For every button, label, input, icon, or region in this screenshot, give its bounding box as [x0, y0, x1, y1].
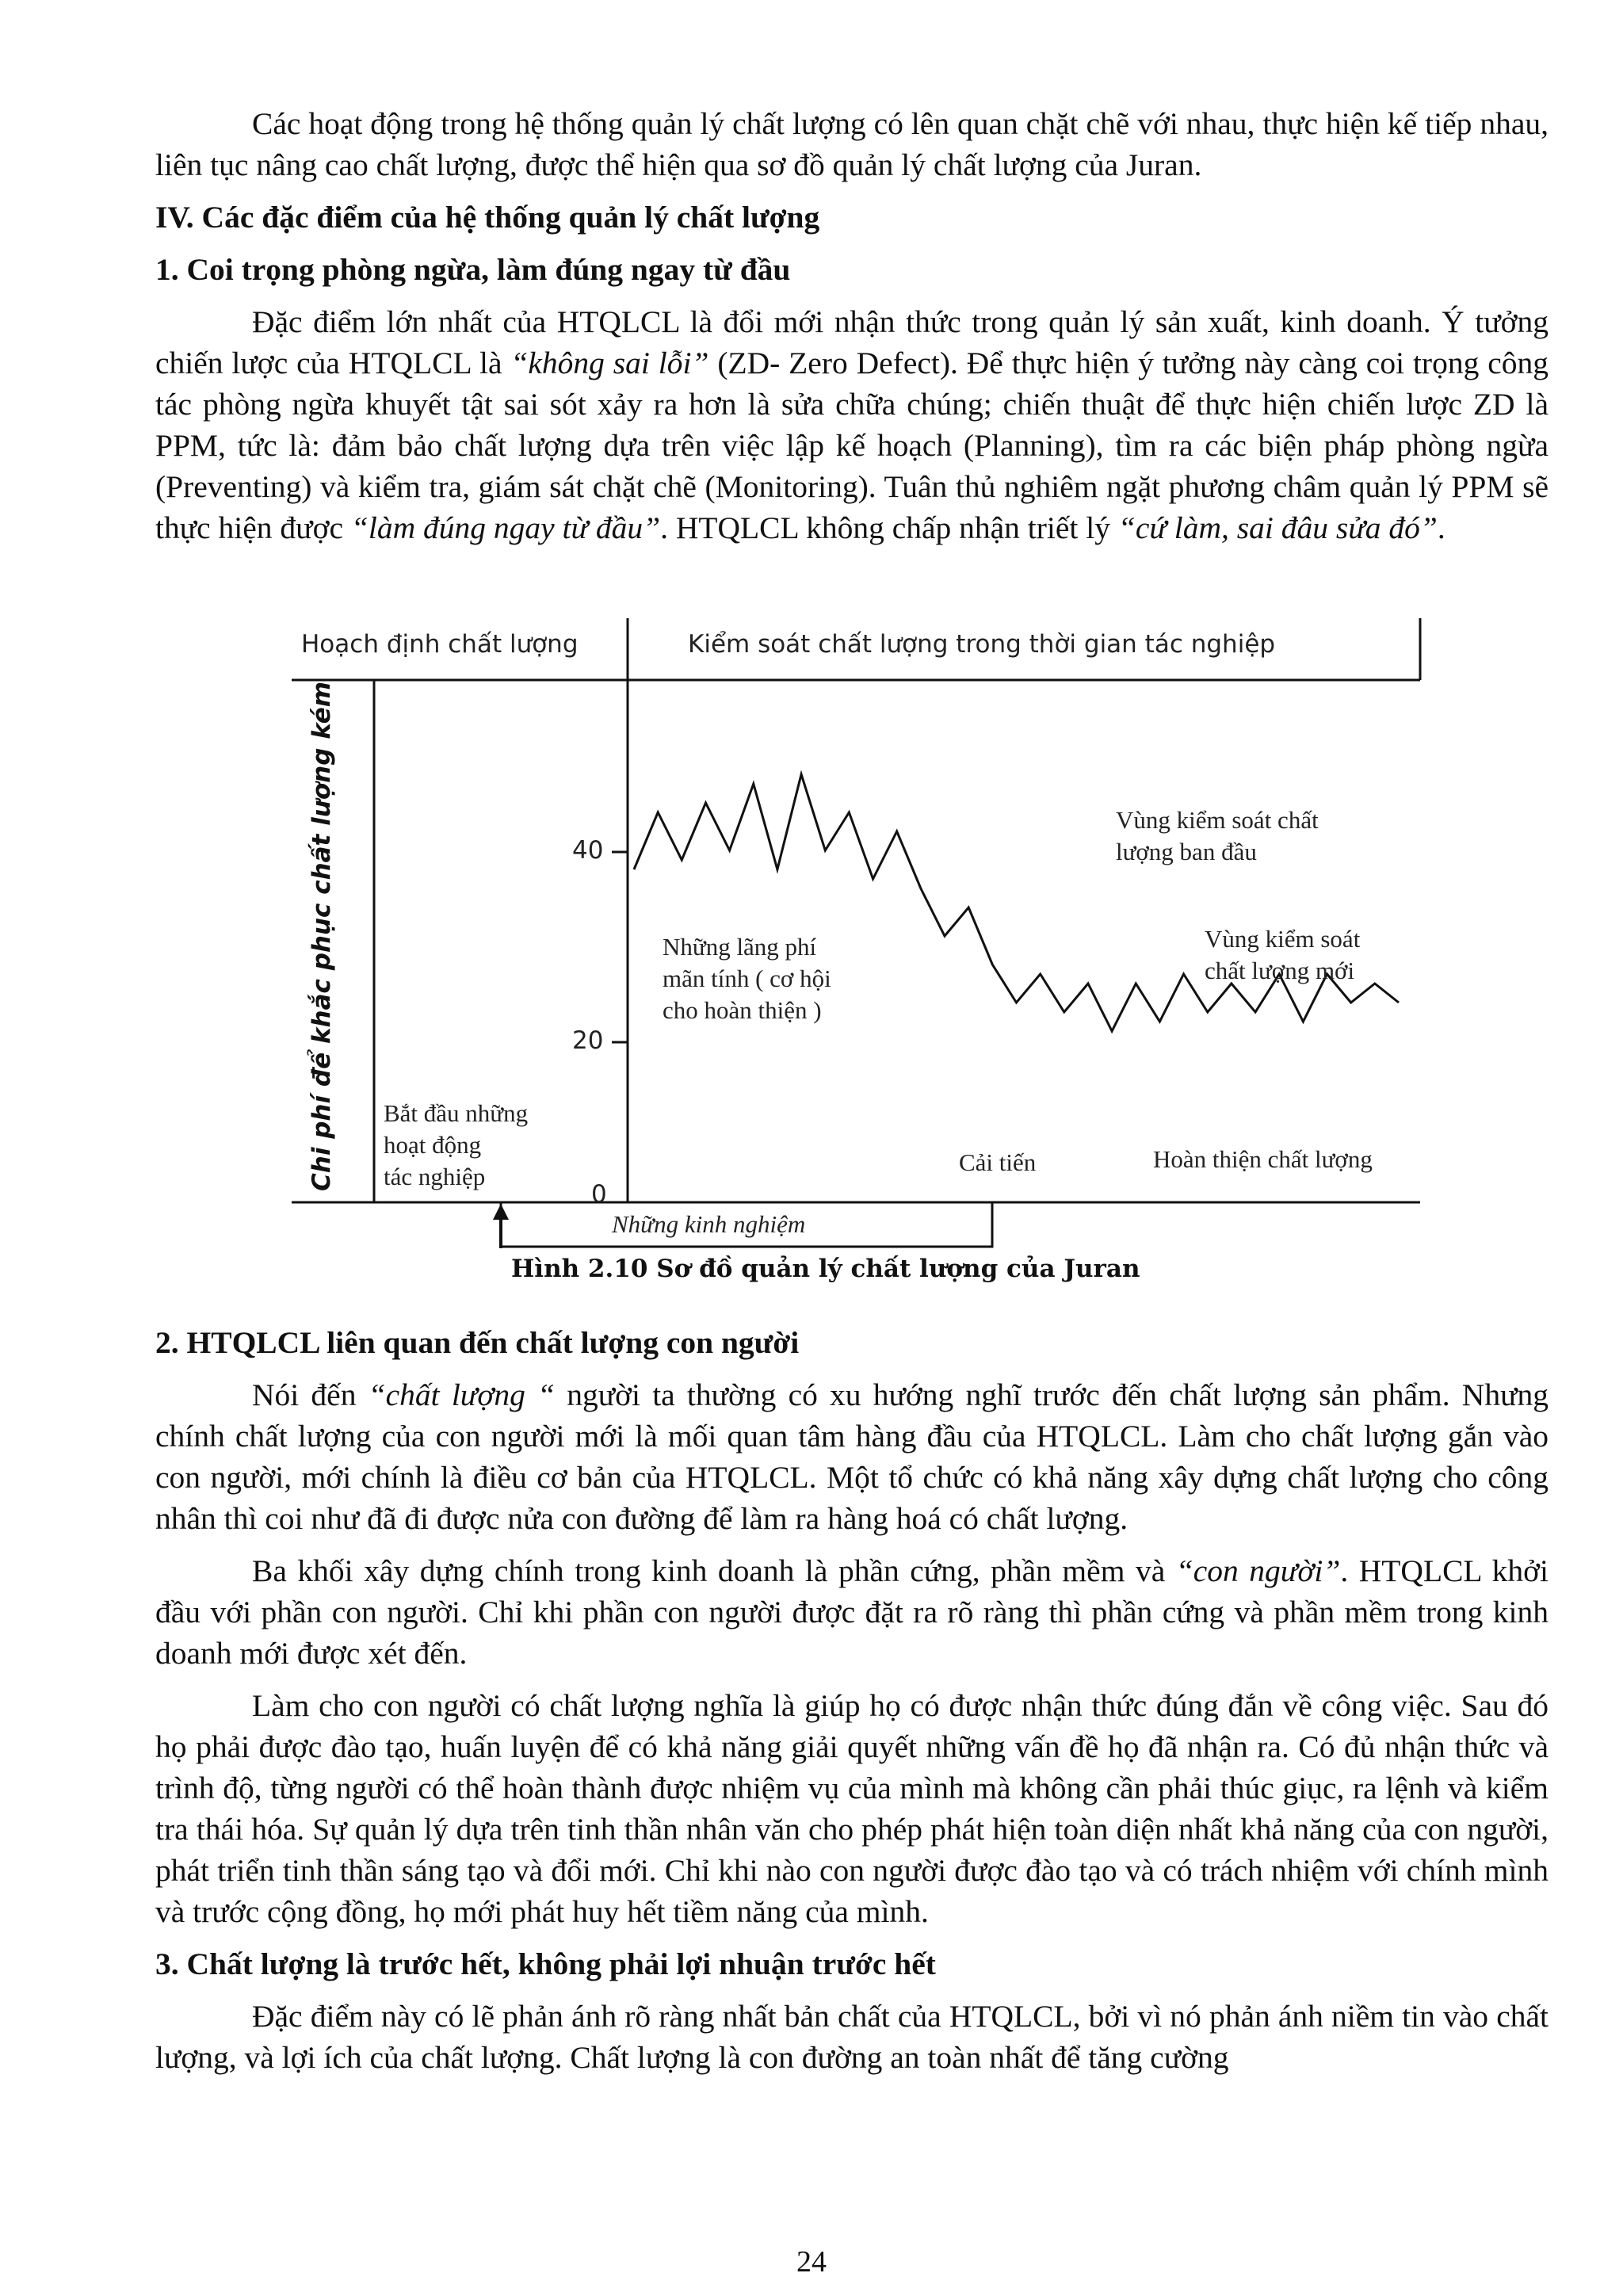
figure-caption: Hình 2.10 Sơ đồ quản lý chất lượng của Juran [511, 1255, 1140, 1283]
paragraph-s3-1: Đặc điểm này có lẽ phản ánh rõ ràng nhất bản chất của HTQLCL, bởi vì nó phản ánh niềm tin vào chất lượng, và lợi ích của chất lượng. Chất lượng là con đường an toàn nhất để tăng cường [155, 1999, 1549, 2075]
annotation-original-zone: Vùng kiểm soát chất lượng ban đầu [1116, 806, 1319, 865]
annotation-lessons: Những kinh nghiệm [612, 1210, 806, 1238]
paragraph-s2-3: Làm cho con người có chất lượng nghĩa là giúp họ có được nhận thức đúng đắn về công việc. Sau đó họ phải được đào tạo, huấn luyện để có khả năng giải quyết những vấn đề họ đã nhận ra. Có đủ nhận thức và trình độ, từng người có thể hoàn thành được nhiệm vụ của mình mà không cần phải thúc giục, ra lệnh và kiểm tra thái hóa. Sự quản lý dựa trên tinh thần nhân văn cho phép phát hiện toàn diện nhất khả năng của con người, phát triển tinh thần sáng tạo và đổi mới. Chỉ khi nào con người được đào tạo và có trách nhiệm với chính mình và trước cộng đồng, họ mới phát huy hết tiềm năng của mình. [155, 1688, 1549, 1929]
annotation-new-zone: Vùng kiểm soát chất lượng mới [1205, 925, 1361, 984]
start-arrow-head [493, 1204, 509, 1220]
section-3-heading: 3. Chất lượng là trước hết, không phải lợi nhuận trước hết [155, 1946, 936, 1981]
juran-chart [285, 614, 1426, 1296]
paragraph-s2-2: Ba khối xây dựng chính trong kinh doanh là phần cứng, phần mềm và “con người”. HTQLCL khởi đầu với phần con người. Chỉ khi phần con người được đặt ra rõ ràng thì phần cứng và phần mềm trong kinh doanh mới được xét đến. [155, 1553, 1549, 1671]
paragraph-s2-1: Nói đến “chất lượng “ người ta thường có xu hướng nghĩ trước đến chất lượng sản phẩm. Nhưng chính chất lượng của con người mới là mối quan tâm hàng đầu của HTQLCL. Làm cho chất lượng gắn vào con người, mới chính là điều cơ bản của HTQLCL. Một tổ chức có khả năng xây dựng chất lượng cho công nhân thì coi như đã đi được nửa con đường để làm ra hàng hoá có chất lượng. [155, 1377, 1549, 1536]
ytick-label-40: 40 [572, 836, 604, 865]
ytick-label-20: 20 [572, 1026, 604, 1055]
document-body [155, 103, 1549, 560]
paragraph-s1-1: Đặc điểm lớn nhất của HTQLCL là đổi mới nhận thức trong quản lý sản xuất, kinh doanh. Ý tưởng chiến lược của HTQLCL là “không sai lỗi” (ZD- Zero Defect). Để thực hiện ý tưởng này càng coi trọng công tác phòng ngừa khuyết tật sai sót xảy ra hơn là sửa chữa chúng; chiến thuật để thực hiện chiến lược ZD là PPM, tức là: đảm bảo chất lượng dựa trên việc lập kế hoạch (Planning), tìm ra các biện pháp phòng ngừa (Preventing) và kiểm tra, giám sát chặt chẽ (Monitoring). Tuân thủ nghiêm ngặt phương châm quản lý PPM sẽ thực hiện được “làm đúng ngay từ đầu”. HTQLCL không chấp nhận triết lý “cứ làm, sai đâu sửa đó”. [155, 304, 1549, 545]
annotation-chronic-waste: Những lãng phí mãn tính ( cơ hội cho hoàn thiện ) [663, 933, 831, 1024]
paragraph-intro: Các hoạt động trong hệ thống quản lý chất lượng có lên quan chặt chẽ với nhau, thực hiện kế tiếp nhau, liên tục nâng cao chất lượng, được thể hiện qua sơ đồ quản lý chất lượng của Juran. [155, 106, 1549, 182]
section-4-heading: IV. Các đặc điểm của hệ thống quản lý chất lượng [155, 200, 820, 235]
section-1-heading: 1. Coi trọng phòng ngừa, làm đúng ngay từ đầu [155, 252, 791, 287]
annotation-quality-improvement: Hoàn thiện chất lượng [1153, 1145, 1373, 1173]
header-planning-label: Hoạch định chất lượng [301, 630, 579, 659]
header-control-label: Kiểm soát chất lượng trong thời gian tác nghiệp [688, 630, 1276, 659]
y-axis-label: Chi phí để khắc phục chất lượng kém [307, 681, 336, 1191]
page-number: 24 [796, 2245, 827, 2279]
annotation-start: Bắt đầu những hoạt động tác nghiệp [384, 1099, 529, 1190]
ytick-label-0: 0 [591, 1180, 607, 1209]
document-body-continued [155, 1322, 1549, 2089]
annotation-improvement: Cải tiến [959, 1148, 1037, 1176]
section-2-heading: 2. HTQLCL liên quan đến chất lượng con người [155, 1325, 800, 1360]
